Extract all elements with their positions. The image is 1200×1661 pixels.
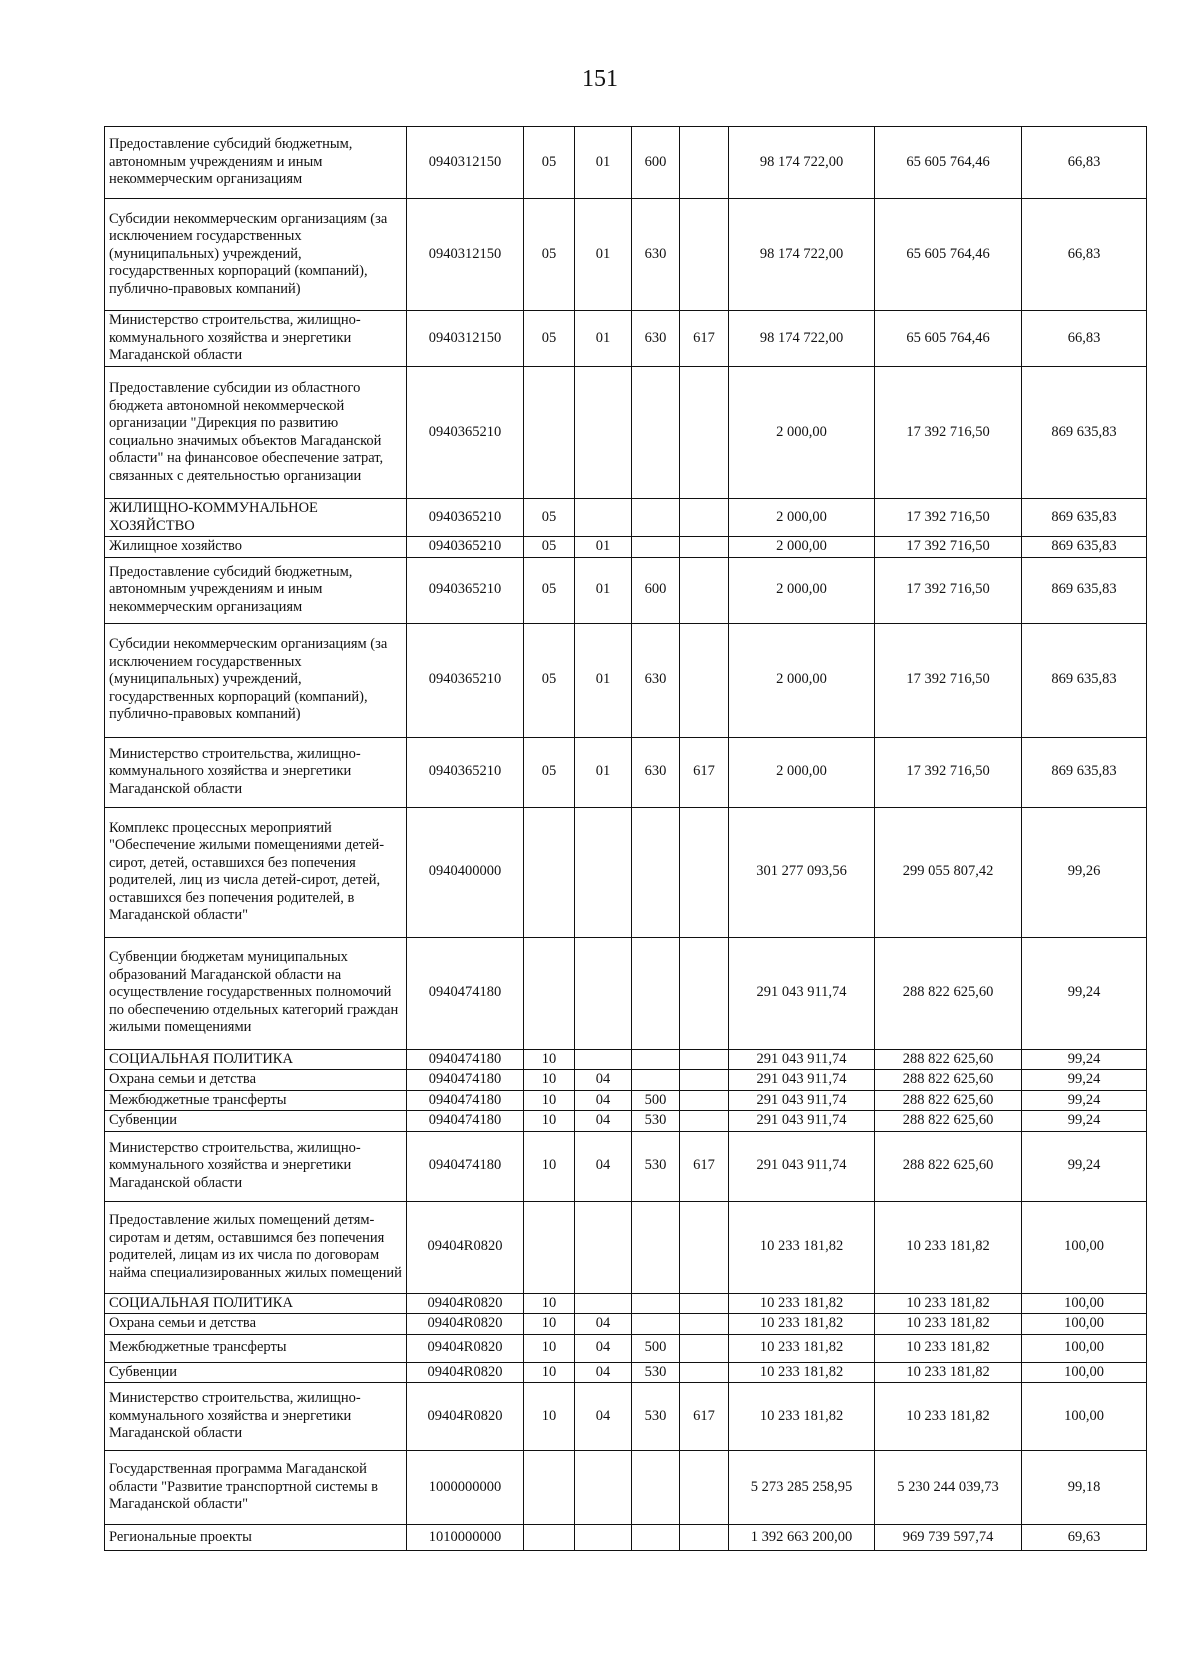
row-percent-cell: 100,00 [1022, 1362, 1147, 1383]
row-subsection-cell [575, 1293, 632, 1314]
row-plan-amount-cell: 1 392 663 200,00 [729, 1525, 875, 1551]
row-plan-amount-cell: 10 233 181,82 [729, 1314, 875, 1335]
row-subsection-cell: 04 [575, 1314, 632, 1335]
row-actual-amount-cell: 17 392 716,50 [875, 499, 1022, 537]
row-admin-cell [680, 807, 729, 937]
row-code-cell: 0940474180 [407, 1131, 524, 1201]
row-subsection-cell: 04 [575, 1362, 632, 1383]
row-expense-type-cell: 530 [632, 1111, 680, 1132]
table-row [105, 1334, 1147, 1362]
row-admin-cell [680, 1293, 729, 1314]
row-expense-type-cell [632, 1451, 680, 1525]
row-percent-cell: 66,83 [1022, 127, 1147, 199]
row-name-cell: Межбюджетные трансферты [105, 1334, 407, 1362]
row-section-cell: 05 [524, 623, 575, 737]
row-section-cell: 05 [524, 557, 575, 623]
row-subsection-cell [575, 1451, 632, 1525]
row-actual-amount-cell: 288 822 625,60 [875, 1070, 1022, 1091]
row-actual-amount-cell: 10 233 181,82 [875, 1334, 1022, 1362]
row-percent-cell: 99,26 [1022, 807, 1147, 937]
row-section-cell [524, 807, 575, 937]
row-plan-amount-cell: 2 000,00 [729, 557, 875, 623]
row-code-cell: 0940365210 [407, 557, 524, 623]
row-subsection-cell: 01 [575, 199, 632, 311]
row-percent-cell: 66,83 [1022, 311, 1147, 367]
row-section-cell: 10 [524, 1131, 575, 1201]
row-actual-amount-cell: 65 605 764,46 [875, 311, 1022, 367]
row-percent-cell: 869 635,83 [1022, 737, 1147, 807]
table-row [105, 1383, 1147, 1451]
row-expense-type-cell [632, 1201, 680, 1293]
row-section-cell: 05 [524, 199, 575, 311]
row-code-cell: 0940365210 [407, 537, 524, 558]
row-section-cell: 10 [524, 1314, 575, 1335]
row-code-cell: 0940312150 [407, 127, 524, 199]
row-percent-cell: 100,00 [1022, 1314, 1147, 1335]
row-plan-amount-cell: 291 043 911,74 [729, 1090, 875, 1111]
row-subsection-cell [575, 1525, 632, 1551]
row-subsection-cell: 04 [575, 1111, 632, 1132]
row-plan-amount-cell: 2 000,00 [729, 737, 875, 807]
row-actual-amount-cell: 288 822 625,60 [875, 1131, 1022, 1201]
row-actual-amount-cell: 65 605 764,46 [875, 127, 1022, 199]
row-section-cell: 10 [524, 1362, 575, 1383]
row-subsection-cell: 01 [575, 537, 632, 558]
row-code-cell: 0940365210 [407, 367, 524, 499]
row-expense-type-cell: 630 [632, 199, 680, 311]
row-subsection-cell: 01 [575, 311, 632, 367]
table-row [105, 199, 1147, 311]
row-expense-type-cell [632, 1314, 680, 1335]
row-code-cell: 0940474180 [407, 1049, 524, 1070]
row-admin-cell: 617 [680, 737, 729, 807]
row-code-cell: 09404R0820 [407, 1362, 524, 1383]
row-admin-cell [680, 537, 729, 558]
table-row [105, 1090, 1147, 1111]
row-name-cell: Министерство строительства, жилищно-коммунального хозяйства и энергетики Магаданской области [105, 311, 407, 367]
row-admin-cell [680, 557, 729, 623]
row-plan-amount-cell: 291 043 911,74 [729, 1070, 875, 1091]
row-name-cell: Предоставление субсидий бюджетным, автономным учреждениям и иным некоммерческим организациям [105, 557, 407, 623]
row-percent-cell: 99,24 [1022, 937, 1147, 1049]
row-code-cell: 09404R0820 [407, 1334, 524, 1362]
row-subsection-cell [575, 499, 632, 537]
row-expense-type-cell: 600 [632, 127, 680, 199]
row-expense-type-cell: 500 [632, 1334, 680, 1362]
row-admin-cell [680, 367, 729, 499]
row-expense-type-cell [632, 499, 680, 537]
row-actual-amount-cell: 17 392 716,50 [875, 557, 1022, 623]
row-plan-amount-cell: 2 000,00 [729, 623, 875, 737]
row-actual-amount-cell: 10 233 181,82 [875, 1362, 1022, 1383]
row-name-cell: Предоставление жилых помещений детям-сиротам и детям, оставшимся без попечения родителей, лицам из их числа по договорам найма специализированных жилых помещений [105, 1201, 407, 1293]
row-actual-amount-cell: 299 055 807,42 [875, 807, 1022, 937]
row-percent-cell: 869 635,83 [1022, 499, 1147, 537]
row-expense-type-cell [632, 1049, 680, 1070]
row-name-cell: СОЦИАЛЬНАЯ ПОЛИТИКА [105, 1049, 407, 1070]
row-actual-amount-cell: 288 822 625,60 [875, 1090, 1022, 1111]
row-code-cell: 0940365210 [407, 623, 524, 737]
row-code-cell: 0940474180 [407, 1090, 524, 1111]
row-admin-cell [680, 127, 729, 199]
row-subsection-cell: 04 [575, 1383, 632, 1451]
row-percent-cell: 869 635,83 [1022, 537, 1147, 558]
row-section-cell: 05 [524, 499, 575, 537]
table-row [105, 1070, 1147, 1091]
row-section-cell: 10 [524, 1111, 575, 1132]
row-actual-amount-cell: 288 822 625,60 [875, 1111, 1022, 1132]
row-expense-type-cell: 600 [632, 557, 680, 623]
row-actual-amount-cell: 17 392 716,50 [875, 737, 1022, 807]
row-name-cell: Предоставление субсидии из областного бюджета автономной некоммерческой организации "Дирекция по развитию социально значимых объектов Магаданской области" на финансовое обеспечение затрат, связанных с деятельностью организации [105, 367, 407, 499]
row-percent-cell: 99,24 [1022, 1131, 1147, 1201]
row-percent-cell: 69,63 [1022, 1525, 1147, 1551]
row-percent-cell: 869 635,83 [1022, 367, 1147, 499]
row-actual-amount-cell: 65 605 764,46 [875, 199, 1022, 311]
table-row [105, 1131, 1147, 1201]
row-subsection-cell: 01 [575, 623, 632, 737]
row-section-cell: 10 [524, 1334, 575, 1362]
row-percent-cell: 100,00 [1022, 1201, 1147, 1293]
row-admin-cell: 617 [680, 1131, 729, 1201]
row-percent-cell: 99,24 [1022, 1070, 1147, 1091]
row-actual-amount-cell: 10 233 181,82 [875, 1293, 1022, 1314]
table-row [105, 499, 1147, 537]
row-admin-cell [680, 1070, 729, 1091]
row-expense-type-cell [632, 367, 680, 499]
row-code-cell: 0940365210 [407, 737, 524, 807]
table-row [105, 1293, 1147, 1314]
row-section-cell: 10 [524, 1383, 575, 1451]
row-admin-cell [680, 199, 729, 311]
row-name-cell: Субсидии некоммерческим организациям (за исключением государственных (муниципальных) учреждений, государственных корпораций (компаний), публично-правовых компаний) [105, 623, 407, 737]
row-admin-cell [680, 937, 729, 1049]
row-percent-cell: 869 635,83 [1022, 557, 1147, 623]
row-expense-type-cell [632, 1070, 680, 1091]
row-section-cell [524, 1525, 575, 1551]
table-row [105, 311, 1147, 367]
row-expense-type-cell: 500 [632, 1090, 680, 1111]
row-actual-amount-cell: 17 392 716,50 [875, 367, 1022, 499]
row-plan-amount-cell: 10 233 181,82 [729, 1362, 875, 1383]
row-percent-cell: 99,24 [1022, 1090, 1147, 1111]
row-name-cell: Межбюджетные трансферты [105, 1090, 407, 1111]
page-number: 151 [582, 66, 618, 92]
row-actual-amount-cell: 17 392 716,50 [875, 537, 1022, 558]
row-subsection-cell [575, 367, 632, 499]
row-actual-amount-cell: 10 233 181,82 [875, 1314, 1022, 1335]
table-row [105, 1201, 1147, 1293]
row-section-cell [524, 367, 575, 499]
table-row [105, 1314, 1147, 1335]
table-row [105, 623, 1147, 737]
row-name-cell: Охрана семьи и детства [105, 1314, 407, 1335]
row-code-cell: 09404R0820 [407, 1201, 524, 1293]
table-row [105, 937, 1147, 1049]
row-code-cell: 0940474180 [407, 1070, 524, 1091]
row-subsection-cell [575, 937, 632, 1049]
row-plan-amount-cell: 10 233 181,82 [729, 1334, 875, 1362]
row-expense-type-cell: 530 [632, 1383, 680, 1451]
row-section-cell: 10 [524, 1090, 575, 1111]
row-plan-amount-cell: 301 277 093,56 [729, 807, 875, 937]
row-actual-amount-cell: 10 233 181,82 [875, 1201, 1022, 1293]
table-row [105, 737, 1147, 807]
row-subsection-cell: 01 [575, 557, 632, 623]
row-name-cell: Министерство строительства, жилищно-коммунального хозяйства и энергетики Магаданской области [105, 1131, 407, 1201]
row-admin-cell [680, 623, 729, 737]
row-name-cell: Субвенции бюджетам муниципальных образований Магаданской области на осуществление государственных полномочий по обеспечению отдельных категорий граждан жилыми помещениями [105, 937, 407, 1049]
row-admin-cell [680, 1111, 729, 1132]
row-section-cell: 10 [524, 1293, 575, 1314]
row-expense-type-cell [632, 537, 680, 558]
row-subsection-cell [575, 807, 632, 937]
row-plan-amount-cell: 10 233 181,82 [729, 1383, 875, 1451]
row-plan-amount-cell: 2 000,00 [729, 367, 875, 499]
row-admin-cell [680, 1314, 729, 1335]
row-code-cell: 0940400000 [407, 807, 524, 937]
row-code-cell: 0940312150 [407, 311, 524, 367]
row-actual-amount-cell: 288 822 625,60 [875, 1049, 1022, 1070]
row-code-cell: 0940474180 [407, 1111, 524, 1132]
row-expense-type-cell [632, 807, 680, 937]
row-code-cell: 1010000000 [407, 1525, 524, 1551]
row-admin-cell [680, 1334, 729, 1362]
row-name-cell: Субсидии некоммерческим организациям (за исключением государственных (муниципальных) учреждений, государственных корпораций (компаний), публично-правовых компаний) [105, 199, 407, 311]
row-percent-cell: 99,24 [1022, 1049, 1147, 1070]
row-expense-type-cell [632, 937, 680, 1049]
row-code-cell: 09404R0820 [407, 1314, 524, 1335]
row-expense-type-cell: 630 [632, 311, 680, 367]
row-code-cell: 0940312150 [407, 199, 524, 311]
row-expense-type-cell: 630 [632, 623, 680, 737]
row-admin-cell: 617 [680, 311, 729, 367]
row-percent-cell: 100,00 [1022, 1334, 1147, 1362]
row-name-cell: Охрана семьи и детства [105, 1070, 407, 1091]
row-subsection-cell: 01 [575, 737, 632, 807]
row-subsection-cell: 04 [575, 1131, 632, 1201]
row-name-cell: СОЦИАЛЬНАЯ ПОЛИТИКА [105, 1293, 407, 1314]
row-admin-cell [680, 1525, 729, 1551]
row-name-cell: Министерство строительства, жилищно-коммунального хозяйства и энергетики Магаданской области [105, 1383, 407, 1451]
row-expense-type-cell: 530 [632, 1131, 680, 1201]
row-admin-cell [680, 1201, 729, 1293]
row-code-cell: 0940474180 [407, 937, 524, 1049]
table-row [105, 127, 1147, 199]
row-admin-cell [680, 1090, 729, 1111]
row-name-cell: ЖИЛИЩНО-КОММУНАЛЬНОЕ ХОЗЯЙСТВО [105, 499, 407, 537]
row-subsection-cell: 04 [575, 1070, 632, 1091]
row-plan-amount-cell: 2 000,00 [729, 499, 875, 537]
row-section-cell: 05 [524, 127, 575, 199]
table-row [105, 557, 1147, 623]
row-plan-amount-cell: 5 273 285 258,95 [729, 1451, 875, 1525]
row-plan-amount-cell: 10 233 181,82 [729, 1201, 875, 1293]
row-expense-type-cell: 530 [632, 1362, 680, 1383]
row-percent-cell: 100,00 [1022, 1383, 1147, 1451]
row-section-cell: 05 [524, 537, 575, 558]
row-name-cell: Субвенции [105, 1111, 407, 1132]
row-expense-type-cell [632, 1525, 680, 1551]
row-subsection-cell: 04 [575, 1334, 632, 1362]
row-admin-cell [680, 499, 729, 537]
row-percent-cell: 66,83 [1022, 199, 1147, 311]
row-actual-amount-cell: 969 739 597,74 [875, 1525, 1022, 1551]
row-section-cell [524, 1201, 575, 1293]
row-plan-amount-cell: 98 174 722,00 [729, 311, 875, 367]
table-row [105, 1049, 1147, 1070]
budget-table-body [105, 127, 1147, 1551]
row-plan-amount-cell: 98 174 722,00 [729, 199, 875, 311]
row-actual-amount-cell: 5 230 244 039,73 [875, 1451, 1022, 1525]
row-subsection-cell [575, 1201, 632, 1293]
table-row [105, 1362, 1147, 1383]
row-plan-amount-cell: 2 000,00 [729, 537, 875, 558]
row-section-cell: 10 [524, 1049, 575, 1070]
row-name-cell: Комплекс процессных мероприятий "Обеспечение жилыми помещениями детей-сирот, детей, оставшихся без попечения родителей, лиц из числа детей-сирот, детей, оставшихся без попечения родителей, в Магаданской области" [105, 807, 407, 937]
row-admin-cell: 617 [680, 1383, 729, 1451]
row-section-cell [524, 937, 575, 1049]
row-subsection-cell: 04 [575, 1090, 632, 1111]
row-expense-type-cell: 630 [632, 737, 680, 807]
row-actual-amount-cell: 17 392 716,50 [875, 623, 1022, 737]
row-section-cell: 05 [524, 737, 575, 807]
row-percent-cell: 99,24 [1022, 1111, 1147, 1132]
row-percent-cell: 100,00 [1022, 1293, 1147, 1314]
row-plan-amount-cell: 10 233 181,82 [729, 1293, 875, 1314]
table-row [105, 807, 1147, 937]
row-code-cell: 09404R0820 [407, 1293, 524, 1314]
row-section-cell [524, 1451, 575, 1525]
row-name-cell: Предоставление субсидий бюджетным, автономным учреждениям и иным некоммерческим организациям [105, 127, 407, 199]
row-code-cell: 09404R0820 [407, 1383, 524, 1451]
table-row [105, 1451, 1147, 1525]
row-admin-cell [680, 1049, 729, 1070]
table-row [105, 1111, 1147, 1132]
row-code-cell: 0940365210 [407, 499, 524, 537]
row-section-cell: 05 [524, 311, 575, 367]
row-plan-amount-cell: 291 043 911,74 [729, 1131, 875, 1201]
row-subsection-cell: 01 [575, 127, 632, 199]
table-row [105, 367, 1147, 499]
budget-table [104, 126, 1147, 1551]
row-admin-cell [680, 1451, 729, 1525]
row-percent-cell: 99,18 [1022, 1451, 1147, 1525]
row-plan-amount-cell: 291 043 911,74 [729, 937, 875, 1049]
row-name-cell: Государственная программа Магаданской области "Развитие транспортной системы в Магаданской области" [105, 1451, 407, 1525]
row-plan-amount-cell: 291 043 911,74 [729, 1111, 875, 1132]
row-percent-cell: 869 635,83 [1022, 623, 1147, 737]
row-name-cell: Субвенции [105, 1362, 407, 1383]
row-plan-amount-cell: 291 043 911,74 [729, 1049, 875, 1070]
row-actual-amount-cell: 288 822 625,60 [875, 937, 1022, 1049]
table-row [105, 1525, 1147, 1551]
row-actual-amount-cell: 10 233 181,82 [875, 1383, 1022, 1451]
row-code-cell: 1000000000 [407, 1451, 524, 1525]
row-expense-type-cell [632, 1293, 680, 1314]
row-subsection-cell [575, 1049, 632, 1070]
row-name-cell: Региональные проекты [105, 1525, 407, 1551]
row-section-cell: 10 [524, 1070, 575, 1091]
table-row [105, 537, 1147, 558]
row-admin-cell [680, 1362, 729, 1383]
row-name-cell: Министерство строительства, жилищно-коммунального хозяйства и энергетики Магаданской области [105, 737, 407, 807]
row-plan-amount-cell: 98 174 722,00 [729, 127, 875, 199]
row-name-cell: Жилищное хозяйство [105, 537, 407, 558]
